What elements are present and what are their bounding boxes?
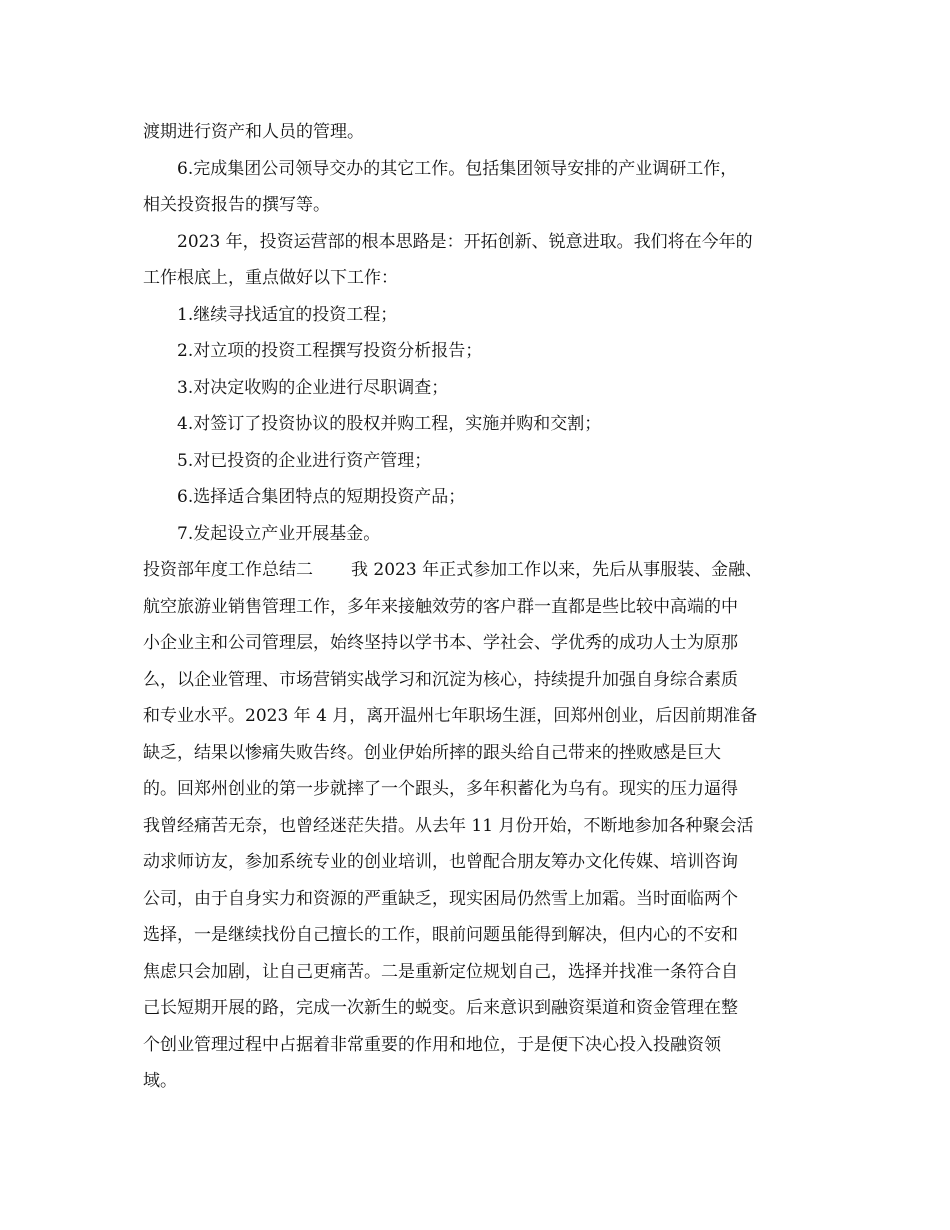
plan-list-item: 5.对已投资的企业进行资产管理；: [177, 450, 432, 471]
paragraph-line: 公司，由于自身实力和资源的严重缺乏，现实困局仍然雪上加霜。当时面临两个: [143, 888, 738, 909]
paragraph-line: 么，以企业管理、市场营销实战学习和沉淀为核心，持续提升加强自身综合素质: [143, 669, 738, 690]
paragraph-line: 2023 年，投资运营部的根本思路是：开拓创新、锐意进取。我们将在今年的: [177, 231, 753, 252]
paragraph-line: 渡期进行资产和人员的管理。: [143, 122, 364, 142]
paragraph-line: 己长短期开展的路，完成一次新生的蜕变。后来意识到融资渠道和资金管理在整: [143, 998, 738, 1018]
plan-list-item: 4.对签订了投资协议的股权并购工程，实施并购和交割；: [177, 414, 602, 434]
plan-list-item: 3.对决定收购的企业进行尽职调查；: [177, 377, 449, 398]
plan-list-item: 6.选择适合集团特点的短期投资产品；: [177, 487, 466, 507]
plan-list-item: 2.对立项的投资工程撰写投资分析报告；: [177, 341, 483, 361]
document-body: [143, 114, 808, 1100]
plan-list-item: 1.继续寻找适宜的投资工程；: [177, 304, 398, 325]
paragraph-line: 小企业主和公司管理层，始终坚持以学书本、学社会、学优秀的成功人士为原那: [143, 633, 738, 653]
paragraph-line: 航空旅游业销售管理工作，多年来接触效劳的客户群一直都是些比较中高端的中: [143, 596, 738, 617]
paragraph-line: 缺乏，结果以惨痛失败告终。创业伊始所摔的跟头给自己带来的挫败感是巨大: [143, 742, 721, 763]
paragraph-line: 个创业管理过程中占据着非常重要的作用和地位，于是便下决心投入投融资领: [143, 1034, 721, 1055]
paragraph-line: 6.完成集团公司领导交办的其它工作。包括集团领导安排的产业调研工作，: [177, 158, 738, 179]
paragraph-text: 我 2023 年正式参加工作以来，先后从事服装、金融、: [351, 560, 763, 580]
paragraph-line: 和专业水平。2023 年 4 月，离开温州七年职场生涯，回郑州创业，后因前期准备: [143, 706, 758, 726]
paragraph-line: 焦虑只会加剧，让自己更痛苦。二是重新定位规划自己，选择并找准一条符合自: [143, 961, 738, 982]
plan-list-item: 7.发起设立产业开展基金。: [177, 523, 381, 544]
paragraph-line: 选择，一是继续找份自己擅长的工作，眼前问题虽能得到解决，但内心的不安和: [143, 925, 738, 945]
paragraph-line: 我曾经痛苦无奈，也曾经迷茫失措。从去年 11 月份开始，不断地参加各种聚会活: [143, 815, 754, 836]
paragraph-line: 相关投资报告的撰写等。: [143, 195, 330, 215]
section-heading-line: [143, 552, 808, 589]
paragraph-line: 域。: [143, 1071, 177, 1091]
paragraph-line: 的。回郑州创业的第一步就摔了一个跟头，多年积蓄化为乌有。现实的压力逼得: [143, 779, 738, 799]
section-title: 投资部年度工作总结二: [143, 560, 313, 580]
paragraph-line: 工作根底上，重点做好以下工作：: [143, 268, 398, 288]
paragraph-line: 动求师访友，参加系统专业的创业培训，也曾配合朋友筹办文化传媒、培训咨询: [143, 852, 738, 872]
